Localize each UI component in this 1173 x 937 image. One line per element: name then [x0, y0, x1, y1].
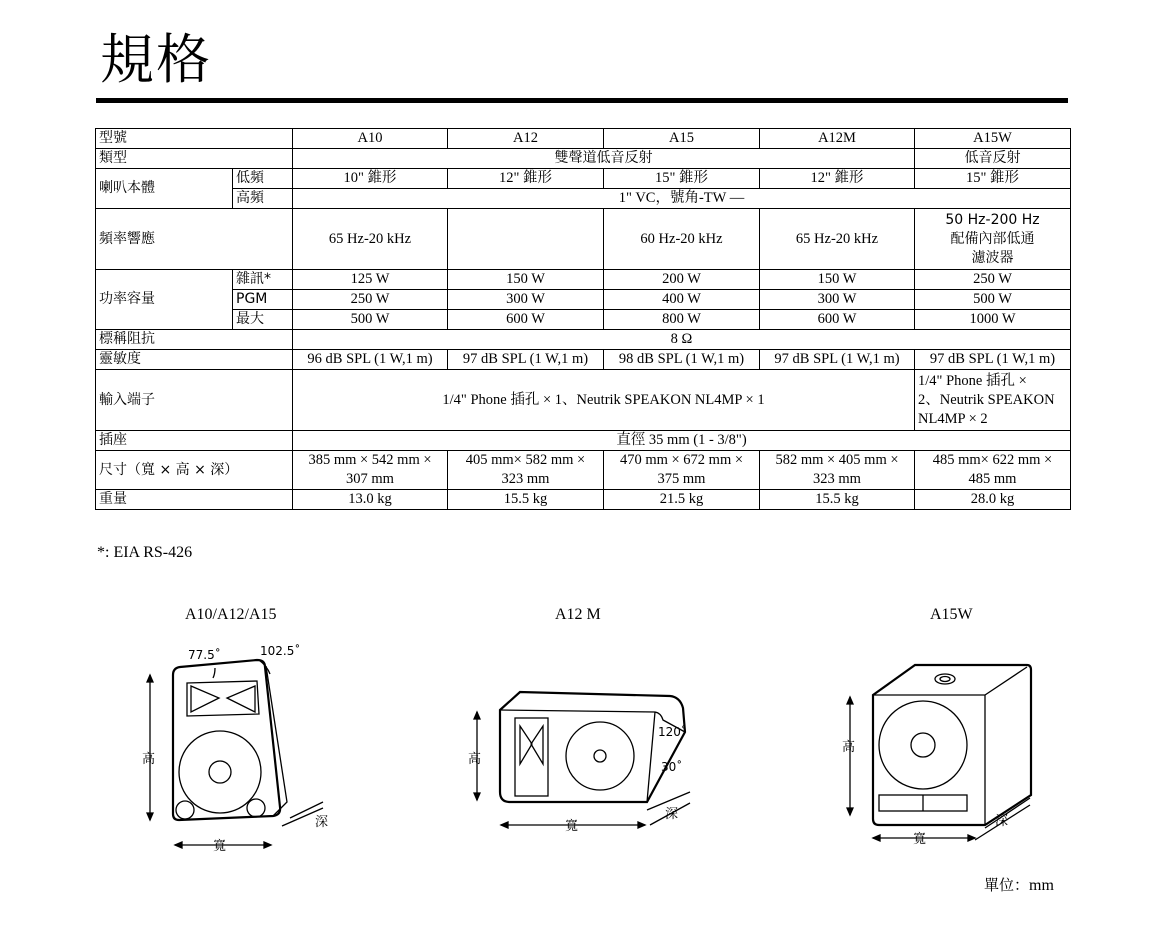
drawing-title-a15w: A15W: [930, 606, 973, 623]
noise-cell: 200 W: [604, 270, 760, 290]
angle-label-120: 120˚: [658, 725, 687, 739]
freq-line: 濾波器: [971, 249, 1014, 266]
max-cell: 600 W: [760, 310, 915, 330]
table-row-model: [96, 129, 1071, 149]
input-cell: 1/4" Phone 插孔 × 1、Neutrik SPEAKON NL4MP × 1: [293, 370, 915, 431]
height-label: 高: [842, 740, 856, 755]
weight-cell: 13.0 kg: [293, 490, 448, 510]
table-row-socket: [96, 431, 1071, 451]
row-label-input: 輸入端子: [96, 370, 293, 431]
dimensions-cell: [448, 451, 604, 490]
speaker-drawing-a10: [135, 640, 345, 860]
angle-label-30: 30˚: [661, 760, 683, 774]
freq-cell-a15w: [915, 209, 1071, 270]
drawing-title-a10-a12-a15: A10/A12/A15: [185, 606, 277, 623]
footnote: *: EIA RS-426: [97, 544, 193, 561]
pgm-cell: 400 W: [604, 290, 760, 310]
table-row-max: [96, 310, 1071, 330]
low-cell: 12" 錐形: [760, 169, 915, 189]
sub-label-pgm: PGM: [233, 290, 293, 310]
model-cell: A10: [293, 129, 448, 149]
pgm-cell: 250 W: [293, 290, 448, 310]
row-label-speaker: 喇叭本體: [96, 169, 233, 209]
type-cell-a15w: 低音反射: [915, 149, 1071, 169]
weight-cell: 15.5 kg: [448, 490, 604, 510]
dim-line: 485 mm× 622 mm ×: [932, 452, 1053, 468]
freq-line: 50 Hz-200 Hz: [945, 211, 1040, 228]
max-cell: 800 W: [604, 310, 760, 330]
sensitivity-cell: 97 dB SPL (1 W,1 m): [915, 350, 1071, 370]
input-line: NL4MP × 2: [918, 410, 988, 427]
drawing-title-a12m: A12 M: [555, 606, 601, 623]
row-label-dimensions: 尺寸（寬 × 高 × 深）: [96, 451, 293, 490]
table-row-low: [96, 169, 1071, 189]
input-line: 2、Neutrik SPEAKON: [918, 391, 1055, 408]
freq-cell: 65 Hz-20 kHz: [293, 209, 448, 270]
row-label-power: 功率容量: [96, 270, 233, 330]
max-cell: 1000 W: [915, 310, 1071, 330]
model-cell: A15: [604, 129, 760, 149]
socket-cell: 直徑 35 mm (1 - 3/8"): [293, 431, 1071, 451]
table-row-pgm: [96, 290, 1071, 310]
depth-label: 深: [665, 807, 679, 822]
table-row-type: [96, 149, 1071, 169]
low-cell: 10" 錐形: [293, 169, 448, 189]
freq-cell: 65 Hz-20 kHz: [760, 209, 915, 270]
row-label-weight: 重量: [96, 490, 293, 510]
dim-line: 582 mm × 405 mm ×: [775, 452, 899, 468]
table-row-weight: [96, 490, 1071, 510]
input-line: 1/4" Phone 插孔 ×: [918, 372, 1027, 389]
type-cell: 雙聲道低音反射: [293, 149, 915, 169]
pgm-cell: 300 W: [448, 290, 604, 310]
low-cell: 15" 錐形: [604, 169, 760, 189]
table-row-freq: [96, 209, 1071, 270]
dim-line: 485 mm: [968, 471, 1017, 487]
weight-cell: 15.5 kg: [760, 490, 915, 510]
height-label: 高: [142, 752, 156, 767]
table-row-noise: [96, 270, 1071, 290]
speaker-drawing-a15w: [835, 655, 1045, 850]
low-cell: 15" 錐形: [915, 169, 1071, 189]
width-label: 寬: [913, 832, 927, 847]
pgm-cell: 500 W: [915, 290, 1071, 310]
dimensions-cell: [760, 451, 915, 490]
high-cell: 1" VC，號角-TW —: [293, 189, 1071, 209]
dim-line: 323 mm: [501, 471, 550, 487]
dim-line: 323 mm: [813, 471, 861, 487]
max-cell: 500 W: [293, 310, 448, 330]
input-cell-a15w: [915, 370, 1071, 431]
unit-note: [984, 874, 1054, 895]
impedance-cell: 8 Ω: [293, 330, 1071, 350]
dim-line: 405 mm× 582 mm ×: [465, 452, 586, 468]
dimensions-cell: [604, 451, 760, 490]
weight-cell: 28.0 kg: [915, 490, 1071, 510]
angle-label-77: 77.5˚: [188, 648, 221, 662]
noise-cell: 125 W: [293, 270, 448, 290]
unit-value: mm: [1029, 877, 1054, 894]
model-cell: A12M: [760, 129, 915, 149]
weight-cell: 21.5 kg: [604, 490, 760, 510]
sub-label-low: 低頻: [233, 169, 293, 189]
page-title: 規格: [100, 28, 212, 91]
table-row-impedance: [96, 330, 1071, 350]
table-row-high: [96, 189, 1071, 209]
row-label-type: 類型: [96, 149, 293, 169]
table-row-dimensions: [96, 451, 1071, 490]
noise-cell: 250 W: [915, 270, 1071, 290]
sub-label-noise: 雜訊*: [233, 270, 293, 290]
spec-table: [95, 128, 1071, 510]
row-label-sensitivity: 靈敏度: [96, 350, 293, 370]
dim-line: 385 mm × 542 mm ×: [308, 452, 432, 468]
table-row-input: [96, 370, 1071, 431]
angle-label-102: 102.5˚: [260, 644, 301, 658]
noise-cell: 150 W: [760, 270, 915, 290]
low-cell: 12" 錐形: [448, 169, 604, 189]
model-cell: A15W: [915, 129, 1071, 149]
model-cell: A12: [448, 129, 604, 149]
noise-cell: 150 W: [448, 270, 604, 290]
sensitivity-cell: 97 dB SPL (1 W,1 m): [448, 350, 604, 370]
pgm-cell: 300 W: [760, 290, 915, 310]
row-label-impedance: 標稱阻抗: [96, 330, 293, 350]
width-label: 寬: [213, 839, 227, 854]
depth-label: 深: [995, 814, 1009, 829]
row-label-model: 型號: [96, 129, 293, 149]
sensitivity-cell: 97 dB SPL (1 W,1 m): [760, 350, 915, 370]
sub-label-high: 高頻: [233, 189, 293, 209]
unit-label: 單位：: [984, 876, 1030, 894]
title-rule: [96, 98, 1068, 103]
freq-line: 配備內部低通: [950, 230, 1035, 247]
table-row-sensitivity: [96, 350, 1071, 370]
row-label-socket: 插座: [96, 431, 293, 451]
height-label: 高: [468, 752, 482, 767]
depth-label: 深: [315, 815, 329, 830]
dim-line: 307 mm: [346, 471, 394, 487]
dim-line: 375 mm: [657, 471, 706, 487]
max-cell: 600 W: [448, 310, 604, 330]
sensitivity-cell: 98 dB SPL (1 W,1 m): [604, 350, 760, 370]
row-label-freq: 頻率響應: [96, 209, 293, 270]
sensitivity-cell: 96 dB SPL (1 W,1 m): [293, 350, 448, 370]
width-label: 寬: [565, 819, 579, 834]
dimensions-cell: [293, 451, 448, 490]
speaker-drawing-a12m: [465, 680, 705, 840]
sub-label-max: 最大: [233, 310, 293, 330]
dimensions-cell: [915, 451, 1071, 490]
freq-cell: 60 Hz-20 kHz: [604, 209, 760, 270]
dim-line: 470 mm × 672 mm ×: [619, 452, 744, 468]
freq-cell: [448, 209, 604, 270]
